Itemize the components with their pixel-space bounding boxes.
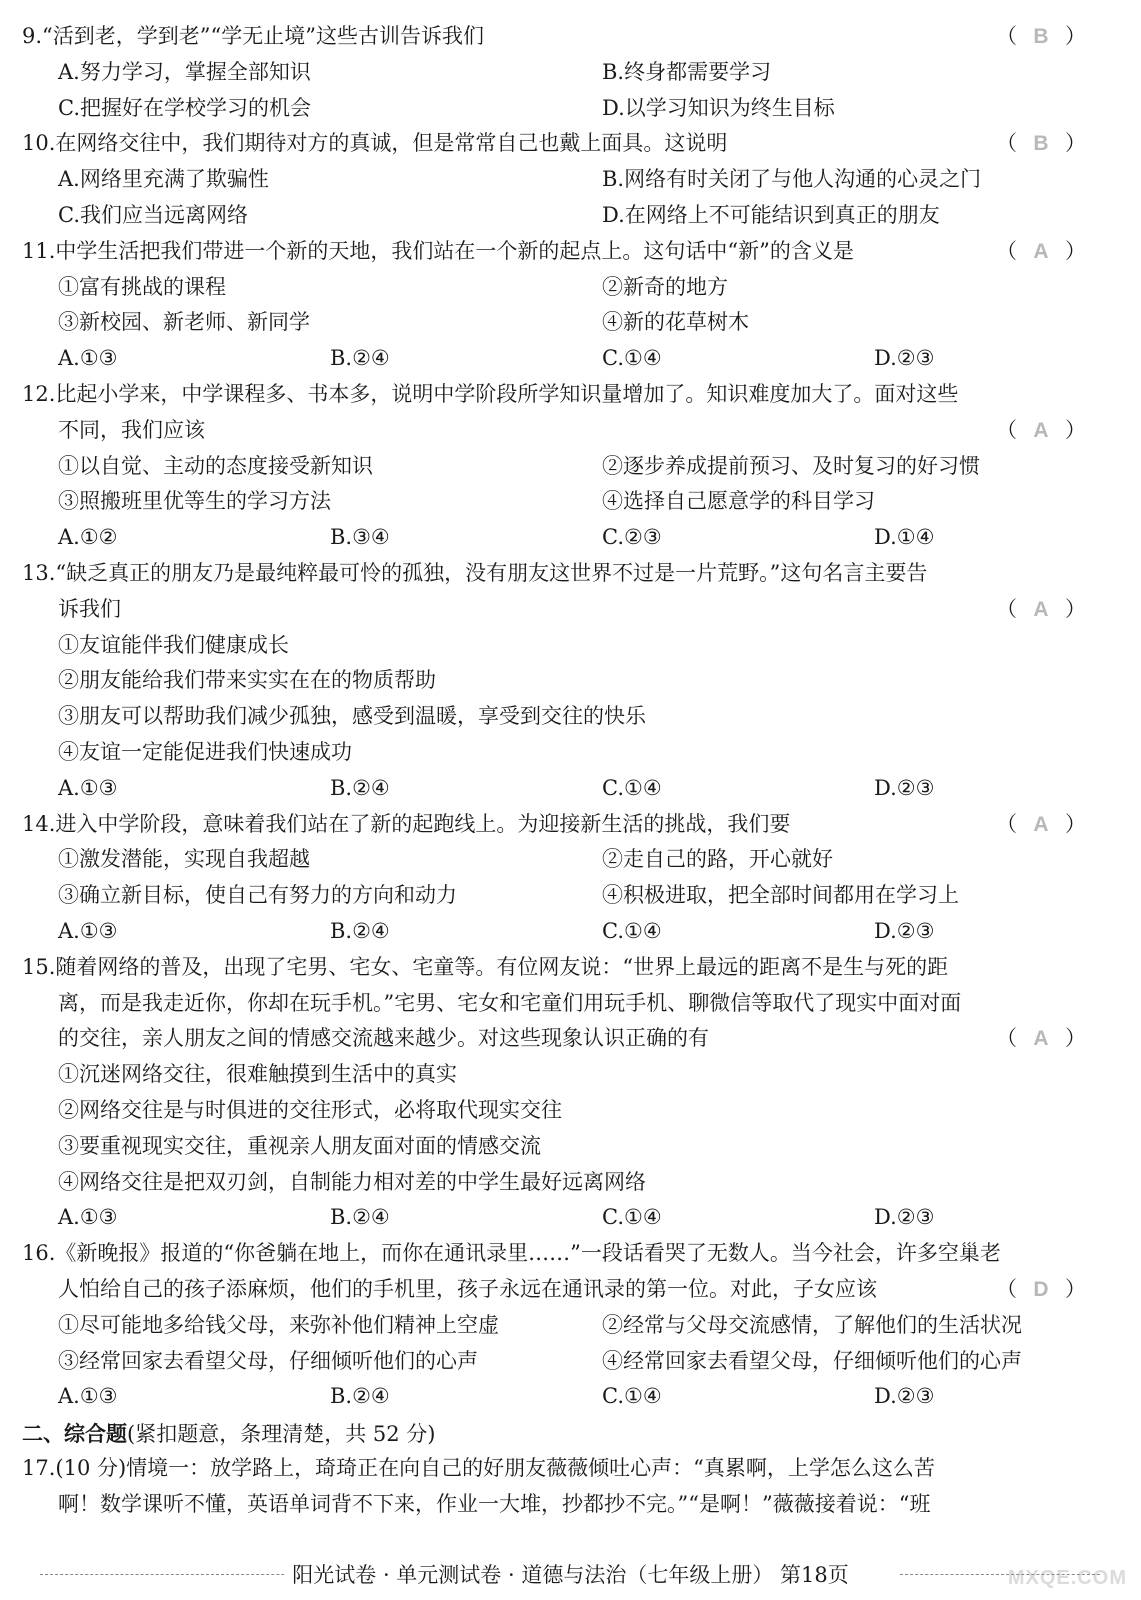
answer-bracket — [996, 22, 1086, 51]
statement-item: ①富有挑战的课程 — [58, 274, 226, 299]
answer-bracket — [996, 129, 1086, 158]
answer-option: B.②④ — [330, 346, 390, 371]
question-17-line: 啊！数学课听不懂，英语单词背不下来，作业一大堆，抄都抄不完。”“是啊！”薇薇接着说：“班 — [58, 1491, 931, 1516]
answer-option: A.努力学习，掌握全部知识 — [58, 59, 311, 84]
answer-option: B.②④ — [330, 1384, 390, 1409]
answer-option: C.①④ — [602, 1384, 662, 1409]
question-stem: 离，而是我走近你，你却在玩手机。”宅男、宅女和宅童们用玩手机、聊微信等取代了现实中面对面 — [58, 990, 962, 1015]
answer-bracket — [996, 1024, 1086, 1053]
answer-option: D.以学习知识为终生目标 — [602, 95, 835, 120]
answer-option: D.②③ — [874, 1384, 935, 1409]
answer-mark: A — [1033, 239, 1049, 263]
section-note: (紧扣题意，条理清楚，共 52 分) — [127, 1422, 436, 1447]
answer-option: B.②④ — [330, 1205, 390, 1230]
answer-option: A.①② — [58, 525, 118, 550]
question-stem: 14.进入中学阶段，意味着我们站在了新的起跑线上。为迎接新生活的挑战，我们要 — [22, 811, 791, 836]
watermark-logo — [987, 1530, 1127, 1590]
page-footer — [0, 1560, 1141, 1590]
answer-option: D.①④ — [874, 525, 935, 550]
answer-option: C.②③ — [602, 525, 662, 550]
answer-option: B.终身都需要学习 — [602, 59, 772, 84]
answer-option: D.②③ — [874, 775, 935, 800]
statement-item: ③经常回家去看望父母，仔细倾听他们的心声 — [58, 1348, 478, 1373]
paren-close: ） — [1065, 417, 1086, 442]
question-stem: 13.“缺乏真正的朋友乃是最纯粹最可怜的孤独，没有朋友这世界不过是一片荒野。”这句名言主要告 — [22, 561, 928, 585]
paren-open: （ — [996, 811, 1017, 836]
statement-item: ①激发潜能，实现自我超越 — [58, 847, 310, 872]
answer-option: A.①③ — [58, 346, 118, 371]
statement-item: ②朋友能给我们带来实实在在的物质帮助 — [58, 668, 436, 693]
paren-close: ） — [1065, 24, 1086, 48]
answer-mark: B — [1033, 132, 1049, 156]
question-stem: 的交往，亲人朋友之间的情感交流越来越少。对这些现象认识正确的有 — [58, 1026, 709, 1051]
question-stem: 10.在网络交往中，我们期待对方的真诚，但是常常自己也戴上面具。这说明 — [22, 131, 728, 156]
paren-open: （ — [996, 238, 1017, 263]
answer-option: A.①③ — [58, 919, 118, 943]
paren-close: ） — [1065, 1277, 1086, 1301]
statement-item: ④友谊一定能促进我们快速成功 — [58, 740, 352, 764]
watermark-text: MXQE.COM — [1007, 1567, 1127, 1589]
answer-option: C.①④ — [602, 346, 662, 371]
answer-bracket — [996, 416, 1086, 445]
answer-mark: A — [1033, 597, 1049, 621]
statement-item: ①以自觉、主动的态度接受新知识 — [58, 453, 373, 478]
question-stem: 12.比起小学来，中学课程多、书本多，说明中学阶段所学知识量增加了。知识难度加大了。面对这些 — [22, 382, 959, 406]
paren-close: ） — [1065, 238, 1086, 263]
question-stem: 9.“活到老，学到老”“学无止境”这些古训告诉我们 — [22, 24, 484, 48]
paren-close: ） — [1065, 811, 1086, 836]
answer-mark: B — [1033, 25, 1049, 48]
statement-item: ④选择自己愿意学的科目学习 — [602, 489, 875, 514]
answer-option: B.网络有时关闭了与他人沟通的心灵之门 — [602, 167, 982, 192]
answer-mark: A — [1033, 812, 1049, 836]
answer-option: D.在网络上不可能结识到真正的朋友 — [602, 203, 940, 227]
answer-mark: A — [1033, 1027, 1049, 1051]
section-heading — [22, 1420, 435, 1448]
statement-item: ②走自己的路，开心就好 — [602, 847, 833, 872]
statement-item: ③要重视现实交往，重视亲人朋友面对面的情感交流 — [58, 1133, 541, 1158]
statement-item: ③确立新目标，使自己有努力的方向和动力 — [58, 883, 457, 908]
paren-close: ） — [1065, 131, 1086, 156]
paren-close: ） — [1065, 1026, 1086, 1051]
statement-item: ④积极进取，把全部时间都用在学习上 — [602, 883, 959, 908]
paren-close: ） — [1065, 596, 1086, 621]
answer-option: C.把握好在学校学习的机会 — [58, 95, 311, 120]
question-stem: 人怕给自己的孩子添麻烦，他们的手机里，孩子永远在通讯录的第一位。对此，子女应该 — [58, 1277, 877, 1301]
question-stem: 15.随着网络的普及，出现了宅男、宅女、宅童等。有位网友说：“世界上最远的距离不是生与死的距 — [22, 954, 949, 979]
statement-item: ②逐步养成提前预习、及时复习的好习惯 — [602, 453, 980, 478]
question-17-line: 17.(10 分)情境一：放学路上，琦琦正在向自己的好朋友薇薇倾吐心声：“真累啊，上学怎么这么苦 — [22, 1456, 935, 1480]
statement-item: ④网络交往是把双刃剑，自制能力相对差的中学生最好远离网络 — [58, 1169, 646, 1194]
footer-text: 阳光试卷 · 单元测试卷 · 道德与法治（七年级上册） 第18页 — [0, 1560, 1141, 1590]
answer-bracket — [996, 1275, 1086, 1304]
question-stem: 不同，我们应该 — [58, 417, 205, 442]
answer-bracket — [996, 237, 1086, 266]
paren-open: （ — [996, 24, 1017, 48]
paren-open: （ — [996, 131, 1017, 156]
answer-option: D.②③ — [874, 346, 935, 371]
statement-item: ④新的花草树木 — [602, 310, 749, 335]
answer-option: C.我们应当远离网络 — [58, 203, 248, 227]
answer-option: A.①③ — [58, 775, 118, 800]
answer-bracket — [996, 810, 1086, 839]
statement-item: ①沉迷网络交往，很难触摸到生活中的真实 — [58, 1062, 457, 1087]
answer-option: C.①④ — [602, 1205, 662, 1230]
answer-option: C.①④ — [602, 919, 662, 943]
answer-option: B.②④ — [330, 919, 390, 943]
paren-open: （ — [996, 1026, 1017, 1051]
answer-option: D.②③ — [874, 919, 935, 943]
paren-open: （ — [996, 596, 1017, 621]
answer-option: B.②④ — [330, 775, 390, 800]
answer-bracket — [996, 595, 1086, 624]
statement-item: ③新校园、新老师、新同学 — [58, 310, 310, 335]
statement-item: ③照搬班里优等生的学习方法 — [58, 489, 331, 514]
question-stem: 11.中学生活把我们带进一个新的天地，我们站在一个新的起点上。这句话中“新”的含义是 — [22, 238, 854, 263]
answer-option: A.①③ — [58, 1205, 118, 1230]
paren-open: （ — [996, 1277, 1017, 1301]
answer-option: A.网络里充满了欺骗性 — [58, 167, 269, 192]
statement-item: ④经常回家去看望父母，仔细倾听他们的心声 — [602, 1348, 1022, 1373]
statement-item: ①友谊能伴我们健康成长 — [58, 632, 289, 657]
section-title: 二、综合题 — [22, 1421, 127, 1447]
statement-item: ③朋友可以帮助我们减少孤独，感受到温暖，享受到交往的快乐 — [58, 704, 646, 729]
statement-item: ②网络交往是与时俱进的交往形式，必将取代现实交往 — [58, 1098, 562, 1122]
statement-item: ②经常与父母交流感情，了解他们的生活状况 — [602, 1312, 1022, 1337]
answer-option: C.①④ — [602, 775, 662, 800]
statement-item: ①尽可能地多给钱父母，来弥补他们精神上空虚 — [58, 1312, 499, 1337]
answer-mark: A — [1033, 418, 1049, 442]
answer-option: B.③④ — [330, 525, 390, 550]
question-stem: 诉我们 — [58, 596, 121, 621]
paren-open: （ — [996, 417, 1017, 442]
question-stem: 16.《新晚报》报道的“你爸躺在地上，而你在通讯录里……”一段话看哭了无数人。当今社会，许多空巢老 — [22, 1241, 1001, 1266]
answer-option: D.②③ — [874, 1205, 935, 1230]
statement-item: ②新奇的地方 — [602, 274, 728, 299]
answer-mark: D — [1033, 1278, 1049, 1301]
answer-option: A.①③ — [58, 1384, 118, 1409]
